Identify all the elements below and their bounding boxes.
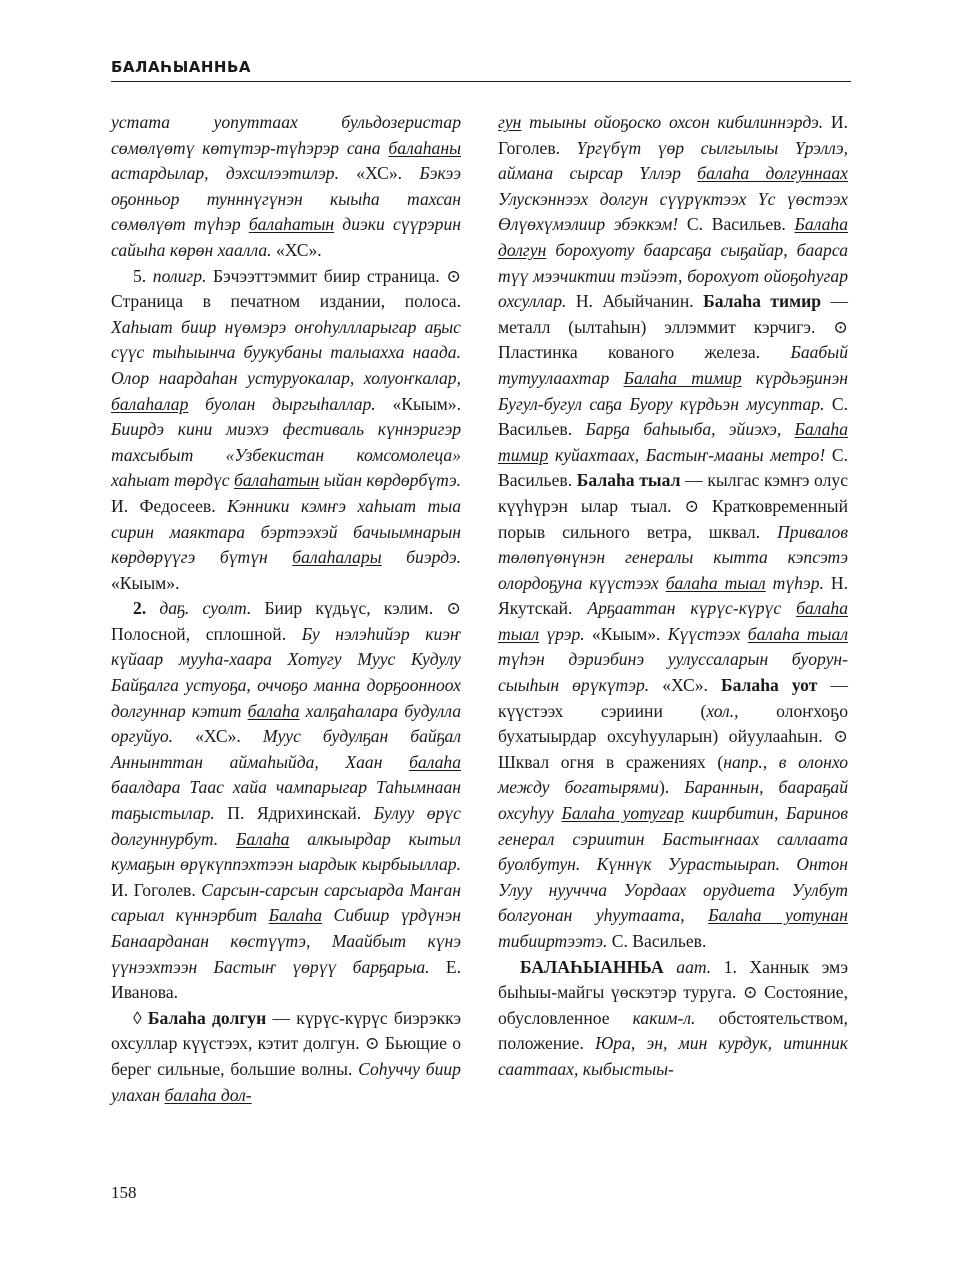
- text-segment: күрдьэҕинэн Бугул-бугул саҕа Буору күрдьэн мусуптар.: [498, 367, 848, 414]
- underlined-term: балаһа: [409, 751, 461, 772]
- text-segment: диэки сүүрэрин сайыһа көрөн хаалла.: [111, 214, 461, 260]
- text-segment: напр., в олонхо между богатырями: [498, 751, 849, 798]
- text-segment: — күүстээх сэриини (: [498, 675, 848, 721]
- headword: Балаһа тимир: [703, 291, 821, 312]
- text-segment: баалдара Таас хайа чампарыгар Таһымнаан таҕыстылар.: [111, 777, 461, 824]
- text-segment: Привалов төлөпүөнүнэн генералы кытта кэпсэтэ олордоҕуна күүстээх: [498, 521, 848, 593]
- underlined-term: Балаһа долгун: [498, 214, 848, 260]
- text-segment: даҕ. суолт.: [159, 598, 252, 619]
- text-segment: П. Ядрихинскай.: [227, 803, 362, 824]
- text-segment: И. Гоголев.: [111, 879, 196, 900]
- underlined-term: гун: [498, 112, 522, 132]
- text-segment: — кылгас кэмҥэ олус күүһүрэн ылар тыал. ⊙ Кратковременный порыв сильного ветра, шквал.: [498, 470, 848, 542]
- text-segment: Сарсын-сарсын сарсыарда Маҥан сарыал күннэрбит: [111, 879, 461, 926]
- text-segment: «ХС».: [662, 675, 708, 696]
- text-segment: Н. Якутскай.: [498, 572, 848, 619]
- text-segment: Бу нэлэһийэр киэҥ күйаар мууһа-хаара Хотугу Муус Кудулу Байҕалга устуоҕа, оччоҕо манна дорҕоонноох долгуннар кэтит: [111, 623, 461, 721]
- text-segment: И. Федосеев.: [111, 495, 216, 516]
- text-segment: Арҕааттан күрүс-күрүс: [572, 598, 797, 619]
- text-segment: [786, 214, 795, 234]
- underlined-term: балаһа долгуннаах: [697, 163, 848, 184]
- text-segment: Юра, эн, мин курдук, итинник сааттаах, кыбыстыы-: [498, 1033, 848, 1079]
- text-segment: [664, 957, 677, 977]
- headword: Балаһа тыал: [576, 470, 681, 491]
- text-segment: Биир күдьүс, кэлим. ⊙ Полосной, сплошной.: [111, 598, 461, 644]
- page-number: 158: [111, 1183, 137, 1202]
- underlined-term: Балаһа: [235, 828, 290, 849]
- text-segment: обстоятельством, положение.: [498, 1007, 848, 1054]
- text-segment: Сибиир үрдүнэн Банаарданан көстүүтэ, Маайбыт күнэ үүнээхтээн Бастыҥ үөрүү барҕарыа.: [111, 905, 461, 977]
- text-segment: С. Васильев.: [611, 931, 707, 951]
- text-segment: Күүстээх: [660, 623, 748, 644]
- paragraph: [498, 110, 848, 955]
- text-segment: «Кыым».: [111, 572, 180, 593]
- text-segment: 5.: [133, 265, 153, 286]
- text-segment: борохуоту баарсаҕа сыҕайар, баарса түү мээчиктии тэйээт, борохуот ойоҕоһугар охсуллар.: [498, 239, 848, 312]
- text-segment: ыйан көрдөрбүтэ.: [319, 470, 461, 491]
- text-segment: Бараннын, баараҕай охсуһуу: [498, 777, 848, 824]
- underlined-term: балаһа: [247, 700, 300, 721]
- text-segment: С. Васильев.: [686, 214, 786, 235]
- text-segment: Кэнники кэмҥэ хаһыат тыа сирин маяктара бэртээхэй бачыымнарын көрдөрүүгэ бүтүн: [111, 495, 462, 568]
- text-segment: Улускэннээх долгун сүүрүктээх Үс үөстээх Өлүөхүмэлиир эбэккэм!: [498, 188, 848, 235]
- text-segment: куйахтаах, Бастыҥ-мааны метро!: [548, 444, 832, 465]
- text-segment: «Кыым».: [392, 393, 461, 414]
- paragraph: [111, 1006, 461, 1108]
- text-segment: Н. Абыйчанин.: [575, 291, 694, 312]
- underlined-term: балаһа тыал: [498, 598, 848, 644]
- paragraph: [111, 264, 461, 597]
- headword: Балаһа уот: [720, 675, 818, 696]
- text-segment: устата уопуттаах бульдозеристар сөмөлүөтү көтүтэр-түһэрэр сана: [111, 112, 461, 158]
- text-segment: түһэн дэриэбинэ уулуссаларын буорун-сыыһын өрүкүтэр.: [498, 649, 848, 696]
- underlined-term: балаһа дол-: [164, 1084, 252, 1105]
- running-head: БАЛАҺЫАННЬА: [111, 58, 851, 82]
- text-segment: алкыырдар кытыл кумаҕын өрүкүппэхтээн ыардык кырбыыллар.: [111, 828, 462, 875]
- underlined-term: Балаһа уотунан: [708, 905, 848, 926]
- text-segment: ).: [658, 777, 685, 798]
- underlined-term: балаһа тыал: [665, 572, 766, 593]
- text-segment: «Кыым».: [591, 623, 661, 644]
- text-segment: тибииртээтэ.: [498, 931, 612, 951]
- underlined-term: балаһатын: [248, 214, 335, 235]
- text-segment: И. Гоголев.: [498, 112, 848, 158]
- text-segment: «ХС».: [356, 163, 403, 184]
- underlined-term: Балаһа уотугар: [561, 803, 684, 824]
- paragraph: [111, 596, 461, 1006]
- paragraph: [111, 110, 461, 264]
- text-segment: хол.,: [706, 700, 739, 721]
- text-segment: — металл (ылтаһын) эллэммит кэрчигэ. ⊙ Пластинка кованого железа.: [498, 291, 849, 363]
- text-segment: полигр.: [152, 265, 207, 286]
- text-segment: Баабый тутуулаахтар: [498, 342, 848, 388]
- right-column: [498, 110, 848, 1083]
- text-segment: С. Васильев.: [498, 393, 848, 440]
- text-segment: буолан дыргыһаллар.: [188, 393, 393, 414]
- underlined-term: балаһалары: [292, 547, 382, 568]
- text-segment: Е. Иванова.: [111, 956, 461, 1003]
- text-segment: Барҕа баһыыба, эйиэхэ,: [572, 419, 795, 440]
- text-segment: «ХС».: [195, 726, 241, 747]
- headword: 2.: [133, 598, 160, 619]
- text-segment: киирбитин, Баринов генерал сэриитин Бастыҥнаах саллаата буолбутун. Күннүк Уурастыырап. Онтон Улуу нууччча Уордаах орудиета Уулбут болгуонан уһуутаата,: [498, 803, 848, 926]
- text-segment: үрэр.: [539, 623, 592, 644]
- text-segment: Булуу өрүс долгуннурбут.: [111, 803, 461, 849]
- text-segment: халҕаһалара будулла оргуйуо.: [111, 700, 461, 747]
- underlined-term: балаһаны: [388, 137, 461, 158]
- text-segment: ◊: [133, 1007, 148, 1028]
- underlined-term: Балаһа тимир: [623, 367, 742, 388]
- text-segment: Бэчээттэммит биир страница. ⊙ Страница в печатном издании, полоса.: [111, 265, 462, 312]
- text-segment: «ХС».: [275, 239, 322, 260]
- text-segment: биэрдэ.: [381, 547, 461, 568]
- headword: Балаһа долгун: [147, 1007, 267, 1028]
- text-segment: олоҥхоҕо бухатыырдар охсуһууларын) ойуулааһын. ⊙ Шквал огня в сражениях (: [498, 700, 848, 772]
- underlined-term: балаһатын: [234, 470, 320, 491]
- underlined-term: балаһа тыал: [747, 623, 848, 644]
- text-segment: аат.: [676, 956, 712, 977]
- text-segment: тыыны ойоҕоско охсон кибилиннэрдэ.: [521, 112, 831, 132]
- left-column: [111, 110, 461, 1108]
- text-segment: [694, 291, 703, 311]
- text-segment: түһэр.: [765, 572, 831, 593]
- paragraph: [498, 955, 848, 1083]
- text-segment: астардылар, дэхсилээтилэр.: [111, 163, 357, 184]
- text-segment: С. Васильев.: [498, 444, 848, 491]
- text-segment: Бэкээ оҕонньор тунннүгүнэн кыыһа тахсан сөмөлүөт түһэр: [111, 163, 461, 235]
- text-segment: Үргүбүт үөр сылгылыы Үрэллэ, аймана сырсар Үллэр: [498, 137, 848, 184]
- underlined-term: Балаһа тимир: [498, 419, 848, 465]
- underlined-term: балаһалар: [111, 393, 189, 414]
- text-segment: Хаһыат биир нүөмэрэ оҥоһуллларыгар аҕыс сүүс тыһыынча буукубаны талыахха наада. Олор наардаһан устуруокалар, холуоҥкалар,: [111, 316, 461, 388]
- headword: БАЛАҺЫАННЬА: [520, 956, 664, 977]
- text-segment: Муус будулҕан байҕал Аннынттан аймаһыйда, Хаан: [111, 726, 461, 772]
- text-segment: Соһуччу биир улахан: [111, 1058, 461, 1105]
- text-segment: Биирдэ кини миэхэ фестиваль күннэригэр тахсыбыт «Узбекистан комсомолеца» хаһыат төрдүс: [111, 419, 461, 491]
- text-segment: [708, 675, 721, 695]
- text-segment: 1. Ханнык эмэ быһыы-майгы үөскэтэр туруга. ⊙ Состояние, обусловленное: [498, 956, 848, 1028]
- text-segment: каким-л.: [632, 1007, 696, 1028]
- underlined-term: Балаһа: [268, 905, 323, 926]
- text-segment: — күрүс-күрүс биэрэккэ охсуллар күүстээх, кэтит долгун. ⊙ Бьющие о берег сильные, большие волны.: [111, 1007, 461, 1079]
